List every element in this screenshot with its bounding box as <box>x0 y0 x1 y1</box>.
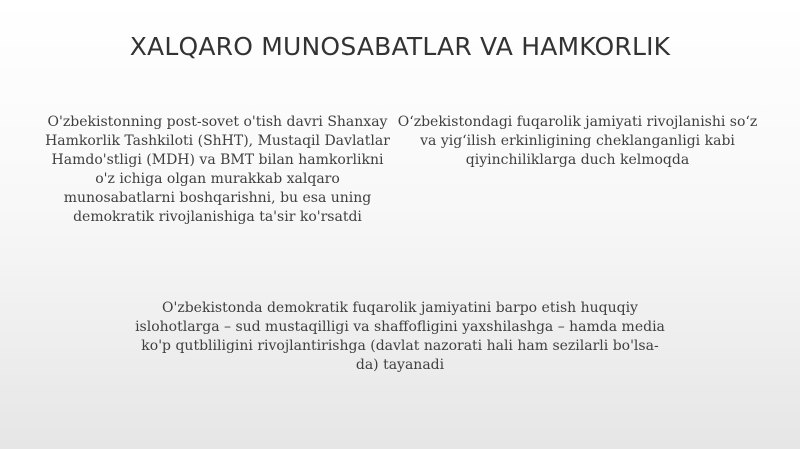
left-paragraph: O'zbekistonning post-sovet o'tish davri Shanxay Hamkorlik Tashkiloti (ShHT), Mustaqil Davlatlar Hamdo'stligi (MDH) va BMT bilan hamkorlikni o'z ichiga olgan murakkab xalqaro munosabatlarni boshqarishni, bu esa uning demokratik rivojlanishiga ta'sir ko'rsatdi <box>45 114 390 225</box>
right-paragraph: O‘zbekistondagi fuqarolik jamiyati rivojlanishi so‘z va yig‘ilish erkinligining cheklanganligi kabi qiyinchiliklarga duch kelmoqda <box>397 114 758 168</box>
slide-title: XALQARO MUNOSABATLAR VA HAMKORLIK <box>129 32 671 61</box>
bottom-paragraph: O'zbekistonda demokratik fuqarolik jamiyatini barpo etish huquqiy islohotlarga – sud mustaqilligi va shaffofligini yaxshilashga – hamda media ko'p qutbliligini rivojlantirishga (davlat nazorati hali ham sezilarli bo'lsa-da) tayanadi <box>135 300 665 373</box>
